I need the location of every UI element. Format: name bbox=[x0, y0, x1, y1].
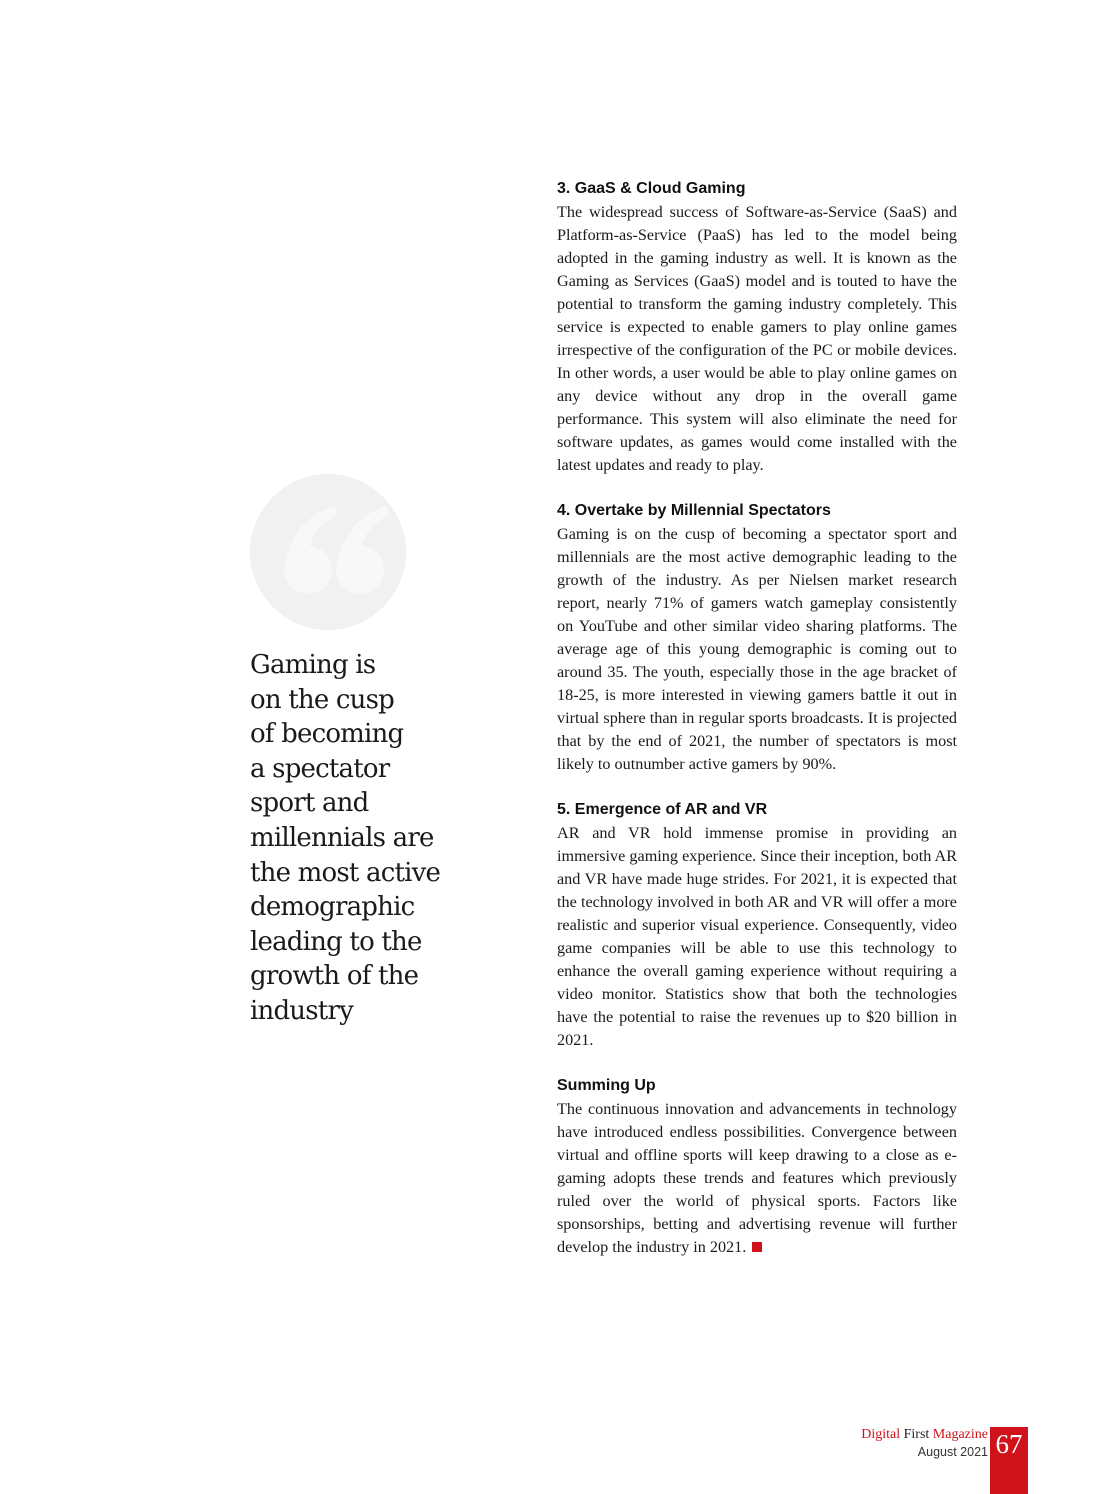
magazine-name-magazine: Magazine bbox=[932, 1427, 988, 1442]
section-ar-vr bbox=[557, 799, 957, 1052]
pull-quote-line: industry bbox=[250, 995, 353, 1026]
article-column bbox=[557, 178, 957, 1282]
section-body-wrapper bbox=[557, 1098, 957, 1259]
section-heading: 5. Emergence of AR and VR bbox=[557, 801, 768, 818]
pull-quote-line: a spectator bbox=[250, 753, 390, 784]
quote-icon bbox=[250, 474, 406, 630]
section-heading: Summing Up bbox=[557, 1077, 656, 1094]
issue-date: August 2021 bbox=[917, 1445, 988, 1459]
magazine-name bbox=[861, 1427, 988, 1443]
section-body: The widespread success of Software-as-Service (SaaS) and Platform-as-Service (PaaS) has led to the model being adopted in the gaming industry as well. It is known as the Gaming as Services (GaaS) model and is touted to have the potential to transform the gaming industry completely. This service is expected to enable gamers to play online games irrespective of the configuration of the PC or mobile devices. In other words, a user would be able to play online games on any device without any drop in the overall game performance. This system will also eliminate the need for software updates, as games would come installed with the latest updates and ready to play. bbox=[557, 203, 957, 474]
pull-quote-line: growth of the bbox=[250, 961, 419, 992]
pull-quote-line: Gaming is bbox=[250, 650, 376, 680]
section-heading: 4. Overtake by Millennial Spectators bbox=[557, 502, 831, 519]
magazine-name-digital: Digital bbox=[861, 1427, 901, 1442]
section-heading: 3. GaaS & Cloud Gaming bbox=[557, 180, 746, 197]
section-millennial-spectators bbox=[557, 500, 957, 776]
pull-quote-line: sport and bbox=[250, 788, 369, 819]
section-body: Gaming is on the cusp of becoming a spectator sport and millennials are the most active demographic leading to the growth of the industry. As per Nielsen market research report, nearly 71% of gamers watch gameplay consistently on YouTube and other similar video sharing platforms. The average age of this young demographic is coming out to around 35. The youth, especially those in the age bracket of 18-25, is more interested in viewing gamers battle it out in virtual sphere than in regular sports broadcasts. It is projected that by the end of 2021, the number of spectators is most likely to outnumber active gamers by 90%. bbox=[557, 525, 957, 773]
page-number: 67 bbox=[995, 1429, 1023, 1459]
pull-quote-line: leading to the bbox=[250, 926, 422, 957]
pull-quote-line: on the cusp bbox=[250, 684, 395, 715]
page-footer bbox=[861, 1427, 988, 1460]
pull-quote-line: the most active bbox=[250, 857, 441, 888]
magazine-name-first: First bbox=[903, 1427, 930, 1442]
end-of-article-mark bbox=[752, 1242, 762, 1252]
pull-quote-line: demographic bbox=[250, 892, 415, 923]
pull-quote bbox=[250, 648, 450, 1029]
page-number-box bbox=[990, 1427, 1028, 1494]
section-body: The continuous innovation and advancements in technology have introduced endless possibilities. Convergence between virtual and offline sports will keep drawing to a close as e-gaming adopts these trends and features which previously ruled over the world of physical sports. Factors like sponsorships, betting and advertising revenue will further develop the industry in 2021. bbox=[557, 1100, 957, 1256]
section-body: AR and VR hold immense promise in providing an immersive gaming experience. Since their inception, both AR and VR have made huge strides. For 2021, it is expected that the technology involved in both AR and VR will offer a more realistic and superior visual experience. Consequently, video game companies will be able to use this technology to enhance the overall gaming experience without requiring a video monitor. Statistics show that both the technologies have the potential to raise the revenues up to $20 billion in 2021. bbox=[557, 824, 957, 1049]
quote-circle bbox=[250, 474, 406, 630]
section-gaas-cloud-gaming bbox=[557, 178, 957, 477]
section-summing-up bbox=[557, 1075, 957, 1259]
pull-quote-line: of becoming bbox=[250, 719, 404, 750]
pull-quote-line: millennials are bbox=[250, 822, 434, 853]
